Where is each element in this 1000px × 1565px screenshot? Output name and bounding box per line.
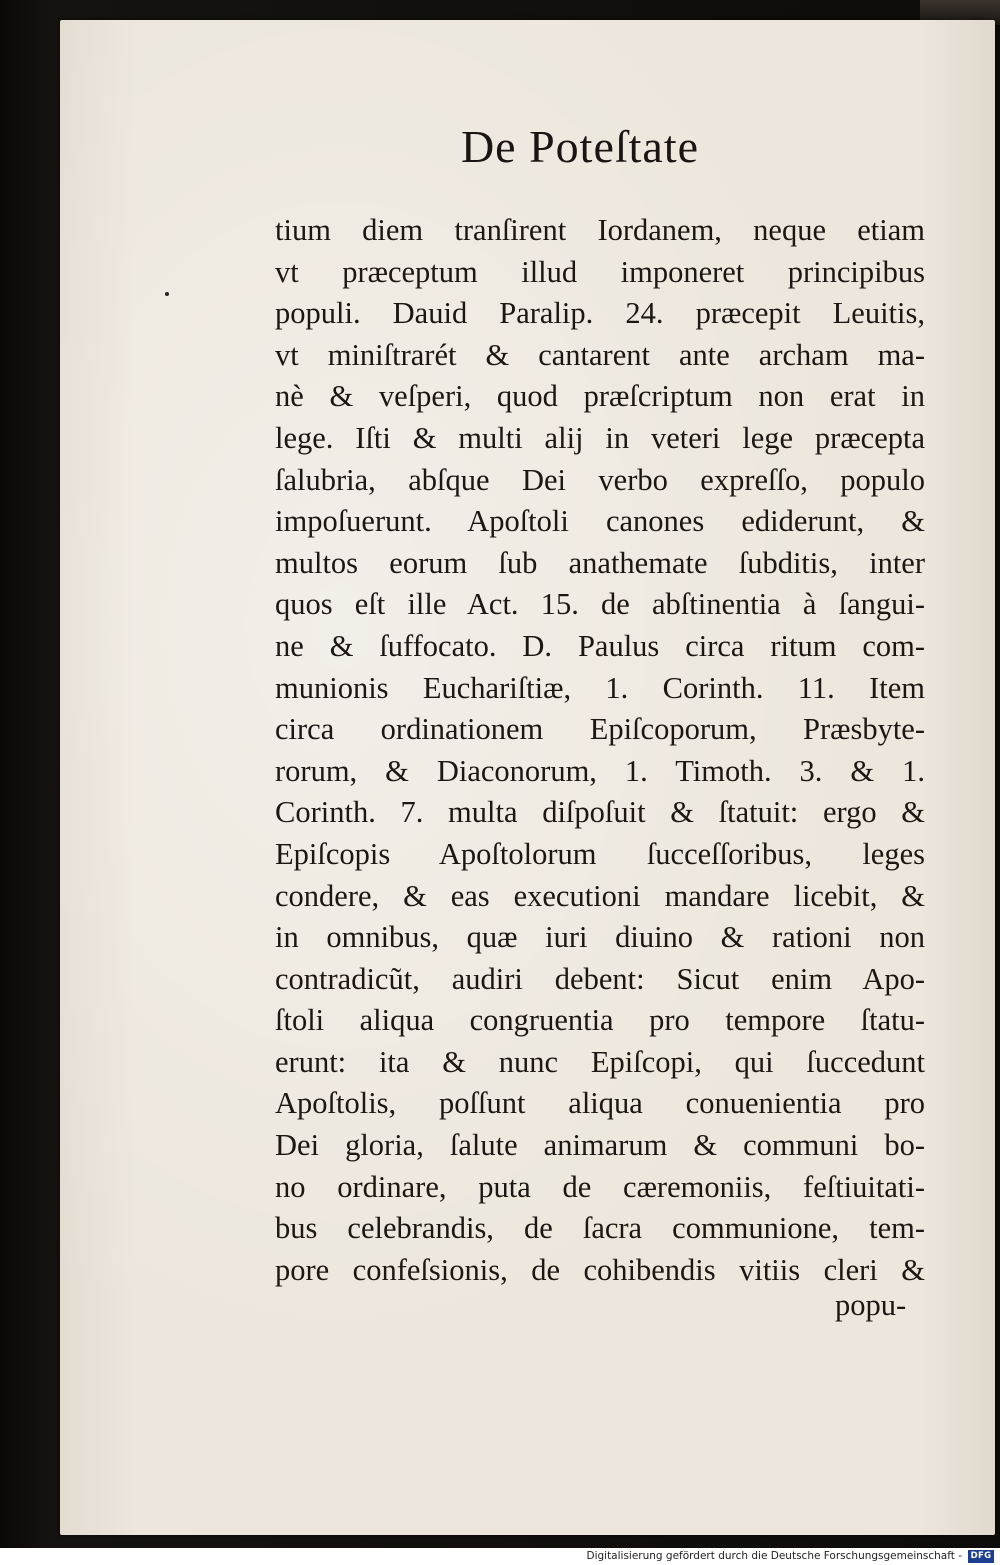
text-line: in omnibus, quæ iuri diuino & rationi non: [275, 920, 925, 955]
text-line: quos eſt ille Act. 15. de abſtinentia à ſangui-: [275, 587, 925, 622]
text-line: nè & veſperi, quod præſcriptum non erat in: [275, 379, 925, 414]
text-line: lege. Iſti & multi alij in veteri lege præcepta: [275, 420, 925, 455]
running-head: De Poteſtate: [460, 121, 700, 172]
catchword: popu-: [835, 1288, 907, 1322]
text-line: multos eorum ſub anathemate ſubditis, inter: [275, 545, 925, 580]
text-line: erunt: ita & nunc Epiſcopi, qui ſuccedunt: [275, 1044, 925, 1079]
book-page: [60, 20, 995, 1535]
text-line: tium diem tranſirent Iordanem, neque etiam: [275, 213, 925, 247]
text-line: Dei gloria, ſalute animarum & communi bo-: [275, 1128, 925, 1163]
text-line: vt miniſtrarét & cantarent ante archam ma-: [275, 337, 925, 372]
dfg-logo-icon: DFG: [968, 1550, 994, 1563]
text-line: circa ordinationem Epiſcoporum, Præsbyte-: [275, 712, 925, 747]
text-line: ne & ſuffocato. D. Paulus circa ritum com-: [275, 628, 925, 663]
funding-credit: Digitalisierung gefördert durch die Deutsche Forschungsgemeinschaft -: [586, 1550, 962, 1562]
text-line: no ordinare, puta de cæremoniis, feſtiuitati-: [275, 1169, 925, 1204]
text-line: pore confeſsionis, de cohibendis vitiis cleri &: [275, 1252, 925, 1287]
text-line: impoſuerunt. Apoſtoli canones ediderunt, &: [275, 504, 925, 539]
text-line: populi. Dauid Paralip. 24. præcepit Leuitis,: [275, 296, 925, 331]
text-line: Corinth. 7. multa diſpoſuit & ſtatuit: ergo &: [275, 795, 925, 830]
text-line: vt præceptum illud imponeret principibus: [275, 254, 925, 289]
text-line: contradicũt, audiri debent: Sicut enim Apo-: [275, 961, 925, 996]
text-line: Epiſcopis Apoſtolorum ſucceſſoribus, leges: [275, 836, 925, 871]
text-line: bus celebrandis, de ſacra communione, tem-: [275, 1211, 925, 1246]
text-line: ſtoli aliqua congruentia pro tempore ſtatu-: [275, 1003, 925, 1038]
text-line: munionis Euchariſtiæ, 1. Corinth. 11. Item: [275, 670, 925, 705]
text-line: ſalubria, abſque Dei verbo expreſſo, populo: [275, 462, 925, 497]
ink-speck: [165, 292, 169, 296]
text-line: condere, & eas executioni mandare licebit, &: [275, 878, 925, 913]
text-line: Apoſtolis, poſſunt aliqua conuenientia pro: [275, 1086, 925, 1121]
text-line: rorum, & Diaconorum, 1. Timoth. 3. & 1.: [275, 753, 925, 788]
text-block: [275, 210, 925, 1291]
